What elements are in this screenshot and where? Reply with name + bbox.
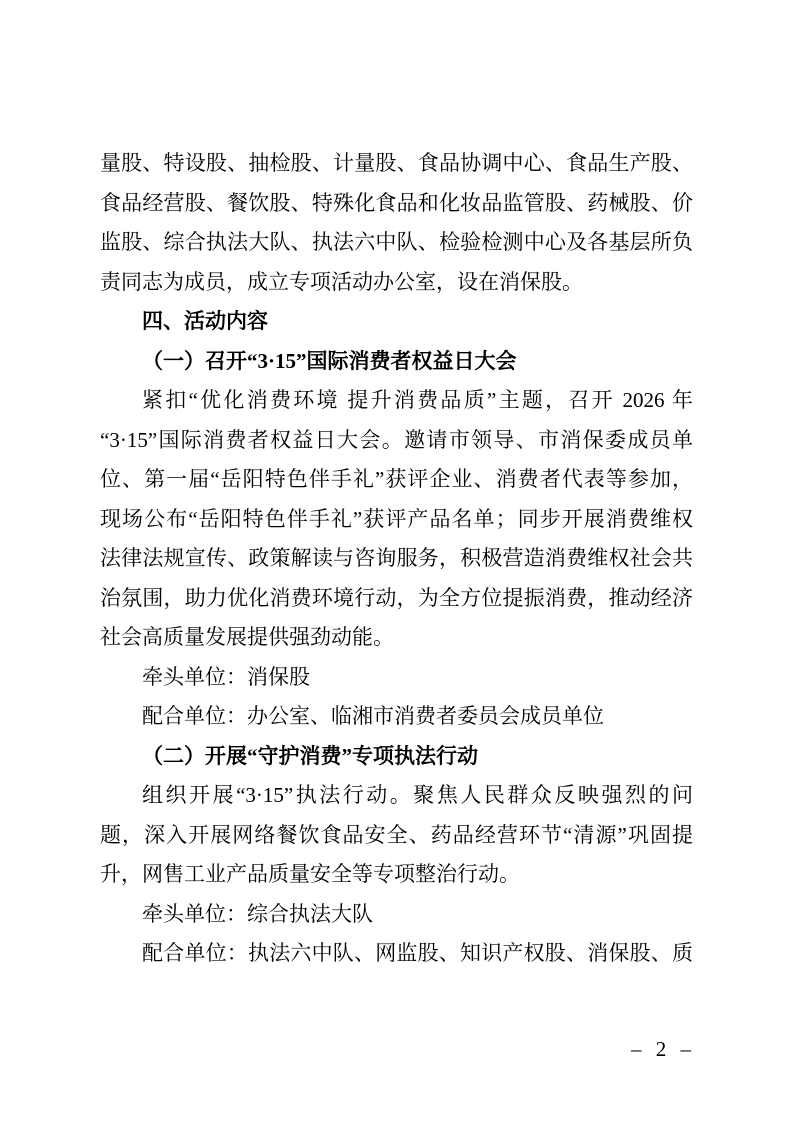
section-heading: 四、活动内容	[142, 310, 268, 333]
lead-unit-line: 牵头单位：综合执法大队	[142, 901, 373, 926]
support-unit-line: 配合单位：执法六中队、网监股、知识产权股、消保股、质	[142, 941, 693, 965]
body-text-line: 位、第一届“岳阳特色伴手礼”获评企业、消费者代表等参加，	[100, 467, 693, 491]
body-text-line: 量股、特设股、抽检股、计量股、食品协调中心、食品生产股、	[100, 151, 693, 175]
body-text-line: 法律法规宣传、政策解读与咨询服务，积极营造消费维权社会共	[100, 546, 693, 570]
body-text-line: “3·15”国际消费者权益日大会。邀请市领导、市消保委成员单	[100, 427, 693, 452]
body-text-line: 食品经营股、餐饮股、特殊化食品和化妆品监管股、药械股、价	[100, 190, 693, 215]
body-text-line: 社会高质量发展提供强劲动能。	[100, 625, 394, 649]
subsection-1-heading: （一）召开“3·15”国际消费者权益日大会	[142, 348, 517, 373]
body-text-line: 题，深入开展网络餐饮食品安全、药品经营环节“清源”巩固提	[100, 822, 693, 847]
body-text-line: 组织开展“3·15”执法行动。聚焦人民群众反映强烈的问	[142, 783, 693, 807]
body-text-line: 治氛围，助力优化消费环境行动，为全方位提振消费，推动经济	[100, 585, 693, 610]
subsection-2-heading: （二）开展“守护消费”专项执法行动	[142, 743, 478, 768]
body-text-line: 升，网售工业产品质量安全等专项整治行动。	[100, 862, 520, 886]
body-text-line: 监股、综合执法大队、执法六中队、检验检测中心及各基层所负	[100, 230, 693, 254]
body-text-line: 紧扣“优化消费环境 提升消费品质”主题，召开 2026 年	[142, 388, 693, 412]
page-number: – 2 –	[631, 1037, 693, 1061]
lead-unit-line: 牵头单位：消保股	[142, 664, 310, 689]
support-unit-line: 配合单位：办公室、临湘市消费者委员会成员单位	[142, 704, 604, 728]
body-text-line: 责同志为成员，成立专项活动办公室，设在消保股。	[100, 269, 583, 294]
document-body	[100, 144, 693, 974]
body-text-line: 现场公布“岳阳特色伴手礼”获评产品名单；同步开展消费维权	[100, 506, 693, 531]
